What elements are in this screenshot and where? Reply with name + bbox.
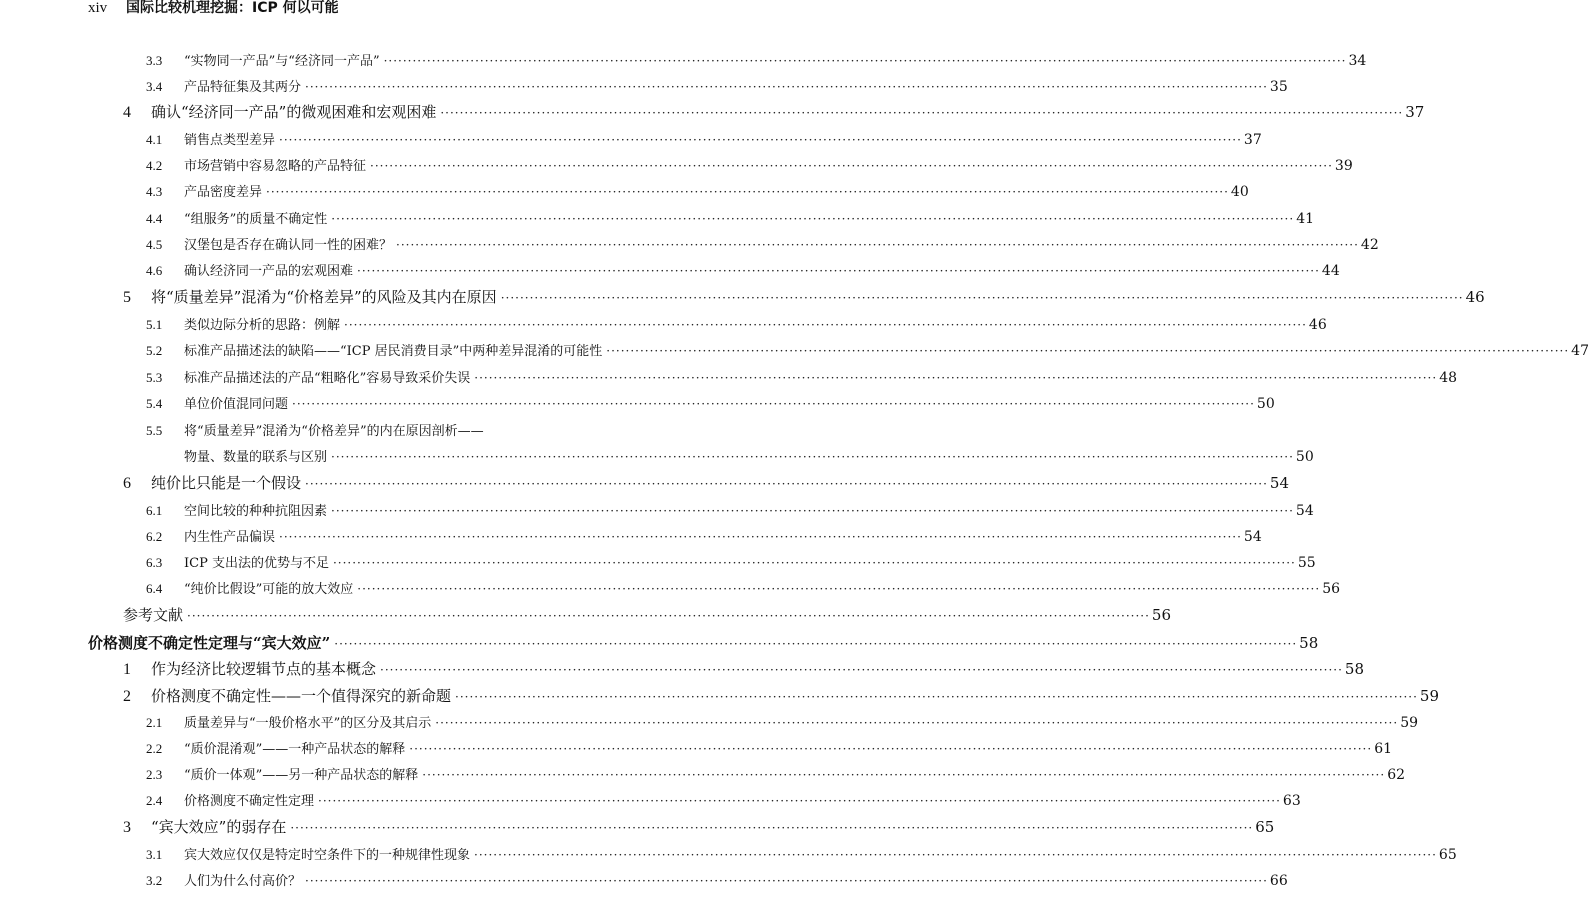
- toc-entry-number: 2: [123, 688, 131, 705]
- toc-entry: [146, 367, 1458, 393]
- dot-leader: ········································································································································································································: [500, 291, 1464, 305]
- toc-references-entry: [123, 604, 1171, 630]
- toc-entry-title: “实物同一产品”与“经济同一产品”: [184, 54, 380, 69]
- toc-entry-title: 类似边际分析的思路：例解: [184, 318, 341, 333]
- toc-entry-page: 54: [1295, 503, 1314, 519]
- book-title: 国际比较机理挖掘：ICP 何以可能: [126, 0, 339, 16]
- toc-entry-page: 34: [1348, 53, 1367, 69]
- toc-entry-page: 39: [1334, 158, 1353, 174]
- toc-entry-title: 标准产品描述法的缺陷——“ICP 居民消费目录”中两种差异混淆的可能性: [184, 344, 603, 359]
- toc-entry-page: 48: [1439, 370, 1458, 386]
- toc-entry-number: 3.2: [146, 873, 163, 888]
- toc-entry-page: 54: [1243, 529, 1262, 545]
- toc-entry: [146, 738, 1393, 764]
- dot-leader: ········································································································································································································: [331, 212, 1295, 226]
- toc-entry-number: 5.2: [146, 343, 163, 358]
- toc-entry: [146, 870, 1288, 896]
- toc-entry-title: ICP 支出法的优势与不足: [184, 556, 329, 571]
- toc-entry-page: 47: [1571, 343, 1589, 359]
- toc-entry-page: 58: [1299, 634, 1319, 652]
- toc-entry-number: 3.4: [146, 79, 163, 94]
- toc-entry-page: 58: [1344, 660, 1364, 678]
- toc-entry-title: 汉堡包是否存在确认同一性的困难？: [184, 238, 393, 253]
- toc-entry-number: 4.6: [146, 263, 163, 278]
- toc-entry-page: 46: [1308, 317, 1327, 333]
- dot-leader: ········································································································································································································: [435, 716, 1399, 730]
- toc-entry-page: 55: [1297, 555, 1316, 571]
- toc-entry-title: 市场营销中容易忽略的产品特征: [184, 159, 367, 174]
- toc-entry-page: 40: [1230, 184, 1249, 200]
- toc-entry-page: 63: [1282, 793, 1301, 809]
- dot-leader: ········································································································································································································: [279, 530, 1242, 544]
- toc-chapter-entry: [88, 632, 1319, 658]
- toc-entry-title: 确认经济同一产品的宏观困难: [184, 264, 354, 279]
- toc-entry-page: 44: [1321, 263, 1340, 279]
- toc-entry-number: 2.2: [146, 741, 163, 756]
- toc-entry-page: 56: [1151, 606, 1171, 624]
- toc-entry-title: 纯价比只能是一个假设: [151, 474, 302, 492]
- dot-leader: ········································································································································································································: [334, 637, 1298, 651]
- toc-entry-page: 65: [1438, 847, 1457, 863]
- toc-entry-number: 6: [123, 475, 131, 492]
- toc-entry-title: 单位价值混同问题: [184, 397, 289, 412]
- toc-entry: [146, 712, 1419, 738]
- toc-entry-title-continuation: 物量、数量的联系与区别: [184, 450, 328, 465]
- toc-entry: [146, 526, 1262, 552]
- toc-entry-title: 参考文献: [123, 606, 184, 624]
- toc-entry-page: 66: [1269, 873, 1288, 889]
- toc-entry-continuation: [184, 446, 1314, 472]
- dot-leader: ········································································································································································································: [474, 371, 1438, 385]
- dot-leader: ········································································································································································································: [305, 477, 1268, 491]
- dot-leader: ········································································································································································································: [370, 159, 1333, 173]
- toc-entry: [146, 340, 1589, 366]
- toc-entry: [146, 181, 1249, 207]
- toc-entry: [146, 50, 1367, 76]
- toc-entry-title: “宾大效应”的弱存在: [151, 818, 287, 836]
- toc-entry: [146, 764, 1406, 790]
- dot-leader: ········································································································································································································: [606, 344, 1570, 358]
- dot-leader: ········································································································································································································: [440, 106, 1404, 120]
- dot-leader: ········································································································································································································: [305, 80, 1268, 94]
- toc-entry-number: 3: [123, 819, 131, 836]
- toc-entry-title: 价格测度不确定性——一个值得深究的新命题: [151, 687, 452, 705]
- toc-entry-number: 5: [123, 289, 131, 306]
- toc-entry-number: 4.2: [146, 158, 163, 173]
- toc-entry-title: 标准产品描述法的产品“粗略化”容易导致采价失误: [184, 371, 471, 386]
- toc-entry-page: 62: [1387, 767, 1406, 783]
- dot-leader: ········································································································································································································: [292, 397, 1255, 411]
- toc-entry-number: 6.4: [146, 581, 163, 596]
- toc-entry: [146, 552, 1316, 578]
- dot-leader: ········································································································································································································: [455, 690, 1418, 704]
- toc-entry-number: 4.1: [146, 132, 163, 147]
- toc-entry-title: 空间比较的种种抗阻因素: [184, 504, 328, 519]
- dot-leader: ········································································································································································································: [318, 794, 1281, 808]
- dot-leader: ········································································································································································································: [290, 821, 1254, 835]
- toc-entry-title: “质价混淆观”——一种产品状态的解释: [184, 742, 406, 757]
- running-header: [88, 0, 339, 19]
- toc-entry-page: 65: [1255, 818, 1275, 836]
- toc-entry-number: 4.3: [146, 184, 163, 199]
- toc-entry-title: 销售点类型差异: [184, 133, 276, 148]
- dot-leader: ········································································································································································································: [383, 54, 1347, 68]
- toc-entry-number: 6.3: [146, 555, 163, 570]
- toc-entry: [146, 790, 1301, 816]
- toc-entry-title: 将“质量差异”混淆为“价格差异”的内在原因剖析——: [184, 424, 484, 439]
- toc-entry-title: “纯价比假设”可能的放大效应: [184, 582, 354, 597]
- toc-entry-page: 41: [1296, 211, 1315, 227]
- toc-entry: [146, 393, 1275, 419]
- toc-section-entry: [123, 101, 1425, 127]
- toc-entry-number: 2.3: [146, 767, 163, 782]
- toc-entry: [146, 500, 1314, 526]
- toc-entry-title: 产品特征集及其两分: [184, 80, 302, 95]
- dot-leader: ········································································································································································································: [279, 133, 1242, 147]
- toc-entry-title: 产品密度差异: [184, 185, 263, 200]
- toc-entry: [146, 578, 1341, 604]
- toc-entry: [146, 844, 1457, 870]
- toc-entry-title: 价格测度不确定性定理: [184, 794, 315, 809]
- toc-entry: [146, 260, 1340, 286]
- dot-leader: ········································································································································································································: [331, 450, 1294, 464]
- toc-entry-title: “质价一体观”——另一种产品状态的解释: [184, 768, 419, 783]
- toc-entry-page: 61: [1374, 741, 1393, 757]
- toc-entry-title: 质量差异与“一般价格水平”的区分及其启示: [184, 716, 432, 731]
- toc-section-entry: [123, 816, 1275, 842]
- toc-entry-page: 59: [1400, 715, 1419, 731]
- toc-entry-number: 3.3: [146, 53, 163, 68]
- toc-entry-page: 46: [1465, 288, 1485, 306]
- toc-entry-number: 5.4: [146, 396, 163, 411]
- toc-entry: [146, 208, 1315, 234]
- toc-entry-page: 42: [1360, 237, 1379, 253]
- toc-section-entry: [123, 472, 1289, 498]
- toc-entry: [146, 314, 1327, 340]
- toc-entry-number: 4.5: [146, 237, 163, 252]
- dot-leader: ········································································································································································································: [422, 768, 1386, 782]
- page-number-roman: xiv: [88, 0, 108, 16]
- toc-entry-title: “组服务”的质量不确定性: [184, 212, 328, 227]
- toc-entry-number: 2.1: [146, 715, 163, 730]
- dot-leader: ········································································································································································································: [357, 582, 1321, 596]
- toc-entry-page: 37: [1405, 103, 1425, 121]
- dot-leader: ········································································································································································································: [409, 742, 1373, 756]
- toc-entry-number: 4: [123, 104, 131, 121]
- dot-leader: ········································································································································································································: [331, 504, 1294, 518]
- toc-entry-page: 37: [1243, 132, 1262, 148]
- toc-entry-number: 2.4: [146, 793, 163, 808]
- toc-entry-title: 内生性产品偏误: [184, 530, 276, 545]
- toc-entry-number: 4.4: [146, 211, 163, 226]
- dot-leader: ········································································································································································································: [187, 609, 1150, 623]
- toc-section-entry: [123, 658, 1364, 684]
- toc-entry-number: 5.1: [146, 317, 163, 332]
- dot-leader: ········································································································································································································: [305, 874, 1268, 888]
- toc-entry-title: 人们为什么付高价？: [184, 874, 302, 889]
- toc-chapter-title: 价格测度不确定性定理与“宾大效应”: [88, 634, 331, 652]
- toc-entry: [146, 76, 1288, 102]
- toc-entry-title: 确认“经济同一产品”的微观困难和宏观困难: [151, 103, 437, 121]
- toc-entry-page: 50: [1256, 396, 1275, 412]
- toc-entry-page: 54: [1269, 474, 1289, 492]
- toc-entry-number: 6.2: [146, 529, 163, 544]
- dot-leader: ········································································································································································································: [474, 848, 1437, 862]
- toc-entry: [146, 234, 1379, 260]
- dot-leader: ········································································································································································································: [380, 663, 1343, 677]
- toc-entry-number: 3.1: [146, 847, 163, 862]
- toc-entry: [146, 129, 1262, 155]
- toc-entry-page: 50: [1295, 449, 1314, 465]
- toc-entry-number: 5.3: [146, 370, 163, 385]
- toc-entry-page: 59: [1419, 687, 1439, 705]
- toc-entry-number: 1: [123, 661, 131, 678]
- toc-entry-multiline: [146, 420, 713, 446]
- toc-entry-page: 56: [1322, 581, 1341, 597]
- dot-leader: ········································································································································································································: [332, 556, 1296, 570]
- toc-section-entry: [123, 685, 1439, 711]
- toc-entry-number: 6.1: [146, 503, 163, 518]
- toc-entry-page: 35: [1269, 79, 1288, 95]
- toc-section-entry: [123, 286, 1485, 312]
- dot-leader: ········································································································································································································: [344, 318, 1307, 332]
- toc-entry-title: 宾大效应仅仅是特定时空条件下的一种规律性现象: [184, 848, 471, 863]
- toc-entry-title: 将“质量差异”混淆为“价格差异”的风险及其内在原因: [151, 288, 497, 306]
- dot-leader: ········································································································································································································: [266, 185, 1229, 199]
- toc-entry-title: 作为经济比较逻辑节点的基本概念: [151, 660, 377, 678]
- dot-leader: ········································································································································································································: [396, 238, 1359, 252]
- toc-entry: [146, 155, 1353, 181]
- dot-leader: ········································································································································································································: [357, 264, 1320, 278]
- toc-entry-number: 5.5: [146, 423, 163, 438]
